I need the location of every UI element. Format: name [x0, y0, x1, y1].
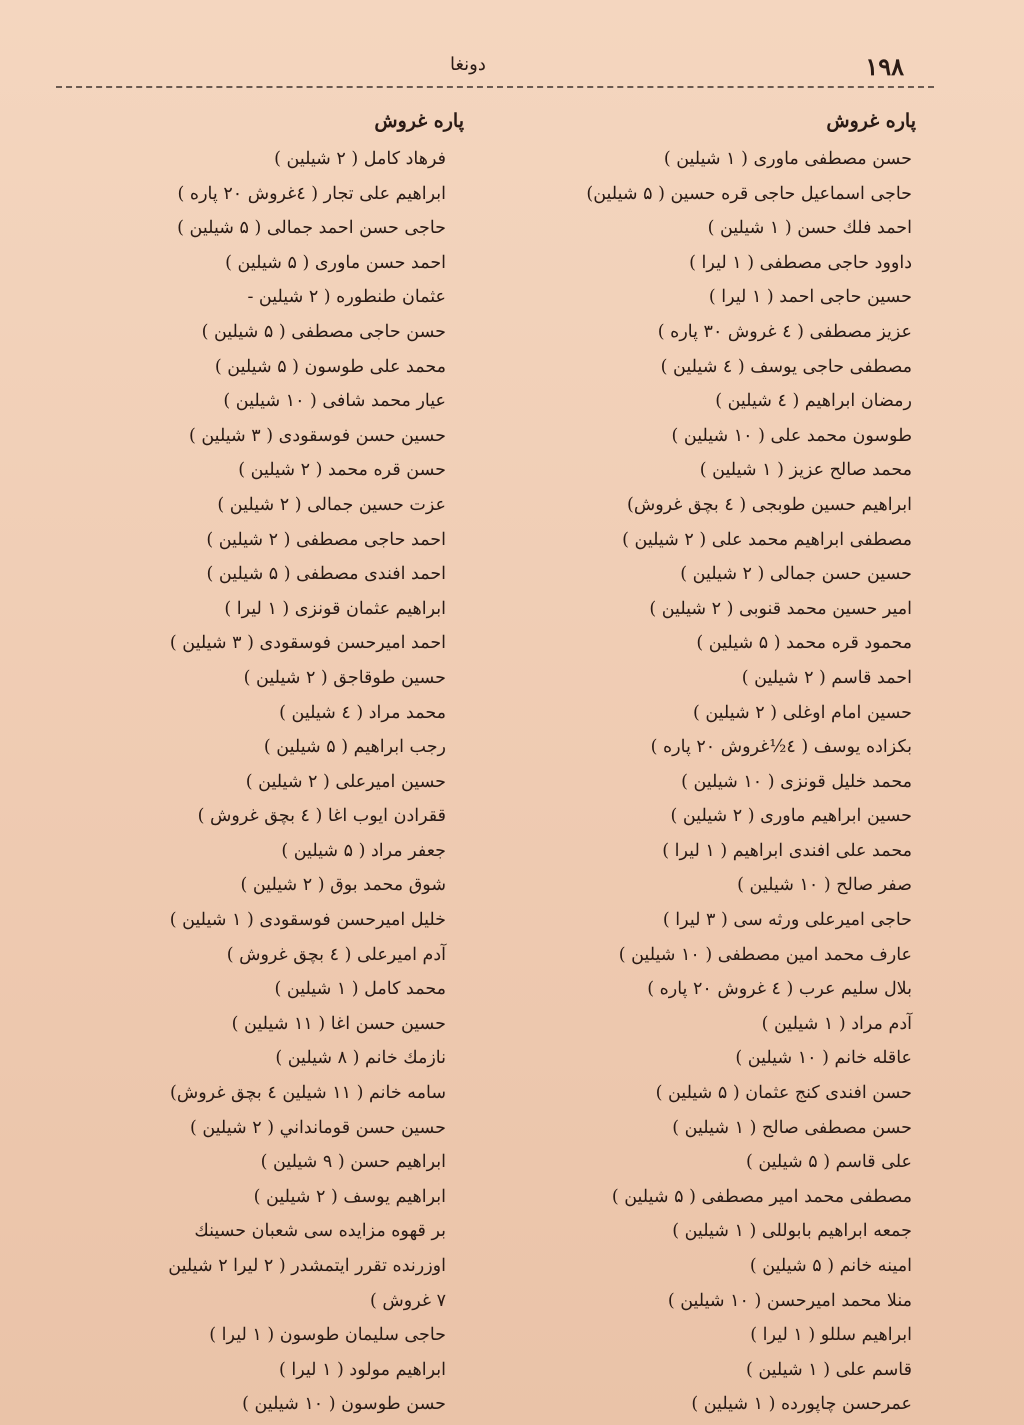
list-item: ابراهیم یوسف ( ۲ شیلین ): [253, 1186, 446, 1207]
list-item: عثمان طنطوره ( ۲ شیلین -: [247, 287, 446, 308]
list-item: ابراهیم حسین طوبجی ( ٤ بچق غروش): [627, 494, 912, 515]
list-item: علی قاسم ( ۵ شیلین ): [745, 1152, 912, 1173]
list-item: رجب ابراهیم ( ۵ شیلین ): [263, 737, 446, 758]
list-item: مصطفی محمد امیر مصطفی ( ۵ شیلین ): [611, 1186, 912, 1207]
list-item: محمد علی افندی ابراهیم ( ۱ لیرا ): [662, 840, 912, 861]
list-item: عزت حسین جمالی ( ۲ شیلین ): [217, 494, 446, 515]
list-item: حسین حسن جمالی ( ۲ شیلین ): [680, 564, 912, 585]
left-column-heading: پاره غروش: [374, 110, 464, 132]
list-item: محمد صالح عزیز ( ۱ شیلین ): [699, 460, 912, 481]
list-item: فرهاد کامل ( ۲ شیلین ): [274, 149, 446, 169]
list-item: محمود قره محمد ( ۵ شیلین ): [696, 633, 912, 654]
list-item: جعفر مراد ( ۵ شیلین ): [281, 840, 446, 861]
list-item: عاقله خانم ( ۱۰ شیلین ): [735, 1048, 912, 1069]
running-title: دونغا: [450, 54, 486, 75]
list-item: احمد حسن ماوری ( ۵ شیلین ): [225, 252, 446, 273]
header-rule: [56, 86, 934, 88]
list-item: عیار محمد شافی ( ۱۰ شیلین ): [223, 391, 446, 412]
list-item: حسن مصطفی صالح ( ۱ شیلین ): [672, 1117, 912, 1138]
list-item: مصطفی ابراهیم محمد علی ( ۲ شیلین ): [622, 529, 912, 550]
right-column-list: [486, 142, 916, 1422]
page-header: [60, 52, 904, 82]
list-item: صفر صالح ( ۱۰ شیلین ): [737, 875, 912, 896]
list-item: سامه خانم ( ۱۱ شیلین ٤ بچق غروش): [170, 1083, 446, 1104]
list-item: ابراهیم عثمان قونزی ( ۱ لیرا ): [224, 598, 446, 619]
list-item: احمد قاسم ( ۲ شیلین ): [741, 667, 912, 688]
list-item: حاجی امیرعلی ورثه سی ( ۳ لیرا ): [662, 910, 912, 931]
list-item: احمد افندی مصطفی ( ۵ شیلین ): [206, 564, 446, 585]
left-column: [24, 104, 464, 1422]
list-item: حسن حاجی مصطفی ( ۵ شیلین ): [201, 321, 446, 342]
list-item: بلال سلیم عرب ( ٤ غروش ۲۰ پاره ): [647, 979, 912, 1000]
list-item: حسن قره محمد ( ۲ شیلین ): [238, 460, 446, 481]
list-item: طوسون محمد علی ( ۱۰ شیلین ): [671, 425, 912, 446]
list-item: رمضان ابراهیم ( ٤ شیلین ): [715, 391, 912, 412]
list-item: ققرادن ایوب اغا ( ٤ بچق غروش ): [197, 806, 446, 827]
list-item: محمد خلیل قونزی ( ۱۰ شیلین ): [681, 771, 912, 792]
list-item: حسین حسن قومانداني ( ۲ شیلین ): [189, 1117, 446, 1138]
list-item: ابراهیم علی تجار ( ٤غروش ۲۰ پاره ): [177, 183, 446, 204]
list-item: داوود حاجی مصطفی ( ۱ لیرا ): [689, 252, 912, 273]
list-item: احمد حاجی مصطفی ( ۲ شیلین ): [206, 529, 446, 550]
list-item: حسن مصطفی ماوری ( ۱ شیلین ): [663, 149, 912, 169]
page-number: ۱۹۸: [865, 52, 904, 81]
list-item: حسن افندی کنج عثمان ( ۵ شیلین ): [655, 1083, 912, 1104]
list-item: نازمك خانم ( ۸ شیلین ): [275, 1048, 446, 1069]
list-item: حسین حاجی احمد ( ۱ لیرا ): [708, 287, 912, 308]
list-item: حسین طوقاجق ( ۲ شیلین ): [243, 667, 446, 688]
list-item: آدم امیرعلی ( ٤ بچق غروش ): [226, 944, 446, 965]
list-item: محمد علی طوسون ( ۵ شیلین ): [214, 356, 446, 377]
list-item: جمعه ابراهیم بابوللی ( ۱ شیلین ): [672, 1221, 912, 1242]
list-item: عمرحسن چاپورده ( ۱ شیلین ): [691, 1394, 912, 1415]
list-item: ابراهیم حسن ( ۹ شیلین ): [260, 1152, 446, 1173]
list-item: خلیل امیرحسن فوسقودی ( ۱ شیلین ): [169, 910, 446, 931]
list-item: حسین حسن اغا ( ۱۱ شیلین ): [231, 1013, 446, 1034]
list-item: ۷ غروش ): [370, 1290, 446, 1311]
list-item: شوق محمد بوق ( ۲ شیلین ): [240, 875, 446, 896]
list-item: عزیز مصطفی ( ٤ غروش ۳۰ پاره ): [657, 321, 912, 342]
list-item: عارف محمد امین مصطفی ( ۱۰ شیلین ): [618, 944, 912, 965]
list-item: حاجی حسن احمد جمالی ( ۵ شیلین ): [177, 218, 446, 239]
list-item: ابراهیم سللو ( ۱ لیرا ): [750, 1325, 912, 1346]
list-item: قاسم علی ( ۱ شیلین ): [745, 1359, 912, 1380]
list-item: مصطفی حاجی یوسف ( ٤ شیلین ): [660, 356, 912, 377]
list-item: منلا محمد امیرحسن ( ۱۰ شیلین ): [667, 1290, 912, 1311]
list-item: اوزرنده تقرر ایتمشدر ( ۲ لیرا ۲ شیلین: [168, 1256, 446, 1276]
list-item: حسن طوسون ( ۱۰ شیلین ): [242, 1394, 446, 1415]
list-item: احمد امیرحسن فوسقودی ( ۳ شیلین ): [169, 633, 446, 654]
list-item: حسین حسن فوسقودی ( ۳ شیلین ): [188, 425, 446, 446]
list-item: بکزاده یوسف ( ٤½غروش ۲۰ پاره ): [650, 737, 912, 758]
list-item: آدم مراد ( ۱ شیلین ): [761, 1013, 912, 1034]
list-item: حسین ابراهیم ماوری ( ۲ شیلین ): [670, 806, 912, 827]
right-column-heading: پاره غروش: [826, 110, 916, 132]
list-item: حاجی اسماعیل حاجی قره حسین ( ۵ شیلین): [586, 183, 912, 204]
list-item: احمد فلك حسن ( ۱ شیلین ): [707, 218, 912, 239]
right-column: [486, 104, 916, 1422]
list-item: محمد کامل ( ۱ شیلین ): [274, 979, 446, 1000]
list-item: امیر حسین محمد قنوبی ( ۲ شیلین ): [649, 598, 912, 619]
list-item: ابراهیم مولود ( ۱ لیرا ): [278, 1359, 446, 1380]
left-column-list: [24, 142, 464, 1422]
list-item: محمد مراد ( ٤ شیلین ): [279, 702, 446, 723]
list-item: حسین امام اوغلی ( ۲ شیلین ): [692, 702, 912, 723]
list-item: امینه خانم ( ۵ شیلین ): [749, 1256, 912, 1276]
list-item: حسین امیرعلی ( ۲ شیلین ): [245, 771, 446, 792]
list-item: حاجی سلیمان طوسون ( ۱ لیرا ): [209, 1325, 446, 1346]
list-item: بر قهوه مزایده سی شعبان حسینك: [194, 1221, 446, 1242]
